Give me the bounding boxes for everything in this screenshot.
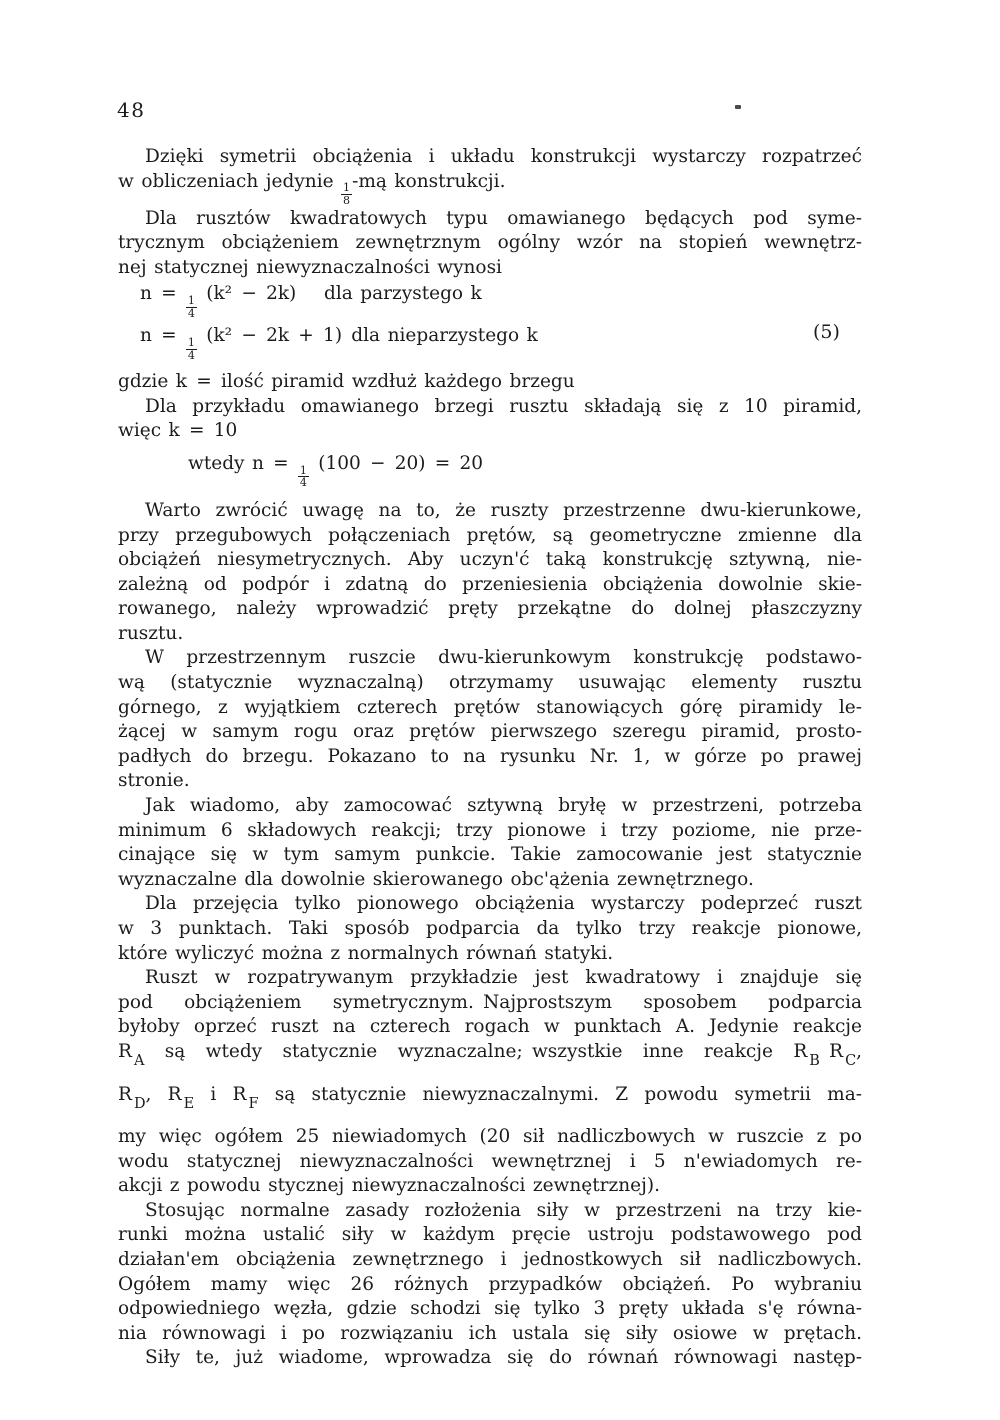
text-line: w 3 punktach. Taki sposób podparcia da tylko trzy reakcje pionowe, [118, 918, 862, 939]
subscript: D [133, 1096, 146, 1113]
subscript: F [248, 1096, 259, 1113]
text-line: runki można ustalić siły w każdym pręcie ustroju podstawowego pod [118, 1224, 862, 1246]
text-block [118, 145, 862, 1371]
text-line: trycznym obciążeniem zewnętrznym ogólny wzór na stopień wewnętrz- [118, 232, 862, 254]
text-line: wodu statycznej niewyznaczalności wewnętrznej i 5 n'ewiadomych re- [118, 1150, 862, 1172]
text-line: zależną od podpór i zdatną do przeniesienia obciążenia dowolnie skie- [118, 573, 862, 595]
text-line: w obliczeniach jedynie $\frac{1}{8}$ -mą konstrukcji. [118, 170, 506, 207]
text-line: wyznaczalne dla dowolnie skierowanego obc'ążenia zewnętrznego. [118, 868, 754, 890]
text-line: cinające się w tym samym punkcie. Takie zamocowanie jest statycznie [118, 844, 862, 866]
text-line: n = $\frac{1}{4}$ (k² − 2k) dla parzystego k [140, 283, 482, 320]
fraction: $\frac{1}{4}$ [187, 335, 195, 362]
text-line: przy przegubowych połączeniach prętów, są geometryczne zmienne dla [118, 524, 862, 546]
text-line: wą (statycznie wyznaczalną) otrzymamy usuwając elementy rusztu [118, 672, 862, 694]
text-line: R $_A$ są wtedy statycznie wyznaczalne; wszystkie inne reakcje R $_B$ R $_C$, [118, 1040, 862, 1069]
subscript: A [133, 1052, 145, 1069]
subscript: C [845, 1052, 857, 1069]
text-line: byłoby oprzeć ruszt na czterech rogach w punktach A. Jedynie reakcje [118, 1016, 862, 1038]
text-line: żącej w samym rogu oraz prętów pierwszego szeregu piramid, prosto- [118, 721, 862, 743]
text-line: Stosując normalne zasady rozłożenia siły w przestrzeni na trzy kie- [145, 1199, 862, 1221]
text-line: Siły te, już wiadome, wprowadza się do równań równowagi następ- [145, 1347, 862, 1369]
text-line: W przestrzennym ruszcie dwu-kierunkowym konstrukcję podstawo- [145, 647, 862, 669]
subscript: E [183, 1096, 195, 1113]
text-line: minimum 6 składowych reakcji; trzy pionowe i trzy poziome, nie prze- [118, 819, 862, 841]
text-line: R $_D$, R $_E$ i R $_F$ są statycznie niewyznaczalnymi. Z powodu symetrii ma- [118, 1084, 862, 1113]
text-line: nej statycznej niewyznaczalności wynosi [118, 256, 502, 278]
text-line: akcji z powodu stycznej niewyznaczalności zewnętrznej). [118, 1175, 660, 1197]
text-line: Ogółem mamy więc 26 różnych przypadków obciążeń. Po wybraniu [118, 1273, 862, 1295]
equation-number: (5) [813, 321, 840, 344]
text-line: działan'em obciążenia zewnętrznego i jednostkowych sił nadliczbowych. [118, 1248, 862, 1270]
text-line: Dla przykładu omawianego brzegi rusztu składają się z 10 piramid, [145, 395, 862, 417]
text-line: które wyliczyć można z normalnych równań statyki. [118, 942, 614, 964]
text-line: Warto zwrócić uwagę na to, że ruszty przestrzenne dwu-kierunkowe, [145, 499, 862, 521]
text-line: Jak wiadomo, aby zamocować sztywną bryłę w przestrzeni, potrzeba [145, 795, 862, 817]
fraction: $\frac{1}{4}$ [187, 293, 195, 320]
text-line: obciążeń niesymetrycznych. Aby uczyn'ć taką konstrukcję sztywną, nie- [118, 549, 862, 571]
fraction: $\frac{1}{4}$ [299, 463, 307, 490]
text-line: Ruszt w rozpatrywanym przykładzie jest kwadratowy i znajduje się [145, 967, 862, 989]
text-line: wtedy n = $\frac{1}{4}$ (100 − 20) = 20 [188, 452, 484, 490]
text-line: Dla przejęcia tylko pionowego obciążenia wystarczy podeprzeć ruszt [145, 893, 862, 915]
subscript: B [809, 1052, 820, 1069]
text-line: odpowiedniego węzła, gdzie schodzi się tylko 3 pręty układa s'ę równa- [118, 1298, 862, 1320]
ink-speck [735, 105, 741, 109]
text-line: stronie. [118, 770, 190, 792]
text-line: Dla rusztów kwadratowych typu omawianego będących pod syme- [145, 207, 862, 229]
text-line: rusztu. [118, 622, 184, 644]
text-line: padłych do brzegu. Pokazano to na rysunku Nr. 1, w górze po prawej [118, 745, 862, 767]
text-line: rowanego, należy wprowadzić pręty przekątne do dolnej płaszczyzny [118, 598, 862, 620]
text-line: my więc ogółem 25 niewiadomych (20 sił nadliczbowych w ruszcie z po [118, 1126, 862, 1147]
text-line: pod obciążeniem symetrycznym. Najprostszym sposobem podparcia [118, 991, 862, 1013]
text-line: nia równowagi i po rozwiązaniu ich ustala się siły osiowe w prętach. [118, 1322, 862, 1344]
text-line: gdzie k = ilość piramid wzdłuż każdego brzegu [118, 371, 575, 393]
page-number: 48 [117, 98, 146, 122]
text-line: górnego, z wyjątkiem czterech prętów stanowiących górę piramidy le- [118, 696, 862, 718]
text-line: n = $\frac{1}{4}$ (k² − 2k + 1) dla nieparzystego k (5) [140, 321, 840, 362]
text-line: Dzięki symetrii obciążenia i układu konstrukcji wystarczy rozpatrzeć [145, 146, 862, 167]
fraction: $\frac{1}{8}$ [343, 181, 351, 207]
text-line: więc k = 10 [118, 420, 238, 442]
